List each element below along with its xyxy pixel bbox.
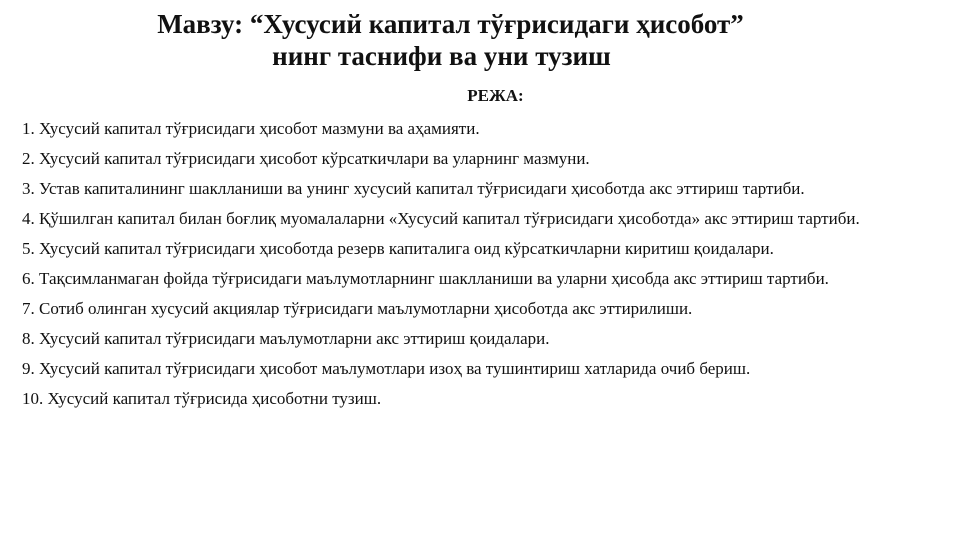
plan-item: 10. Хусусий капитал тўғрисида ҳисоботни тузиш. [22, 389, 382, 408]
plan-item: 9. Хусусий капитал тўғрисидаги ҳисобот маълумотлари изоҳ ва тушинтириш хатларида очиб бериш. [22, 359, 751, 378]
plan-item: 4. Қўшилган капитал билан боғлиқ муомалаларни «Хусусий капитал тўғрисидаги ҳисоботда» акс эттириш тартиби. [22, 209, 860, 228]
slide-title-line-2: нинг таснифи ва уни тузиш [272, 41, 611, 71]
plan-item: 6. Тақсимланмаган фойда тўғрисидаги маълумотларнинг шаклланиши ва уларни ҳисобда акс эттириш тартиби. [22, 269, 829, 288]
plan-item: 1. Хусусий капитал тўғрисидаги ҳисобот мазмуни ва аҳамияти. [22, 119, 480, 138]
plan-heading: РЕЖА: [467, 86, 524, 105]
plan-item: 5. Хусусий капитал тўғрисидаги ҳисоботда резерв капиталига оид кўрсаткичларни киритиш қоидалари. [22, 239, 774, 258]
slide-title [0, 8, 961, 72]
plan-list [22, 114, 942, 414]
plan-item: 8. Хусусий капитал тўғрисидаги маълумотларни акс эттириш қоидалари. [22, 329, 550, 348]
plan-item: 3. Устав капиталининг шаклланиши ва унинг хусусий капитал тўғрисидаги ҳисоботда акс эттириш тартиби. [22, 179, 805, 198]
slide-title-line-1: Мавзу: “Хусусий капитал тўғрисидаги ҳисобот” [157, 9, 744, 39]
plan-item: 7. Сотиб олинган хусусий акциялар тўғрисидаги маълумотларни ҳисоботда акс эттирилиши. [22, 299, 693, 318]
plan-item: 2. Хусусий капитал тўғрисидаги ҳисобот кўрсаткичлари ва уларнинг мазмуни. [22, 149, 590, 168]
